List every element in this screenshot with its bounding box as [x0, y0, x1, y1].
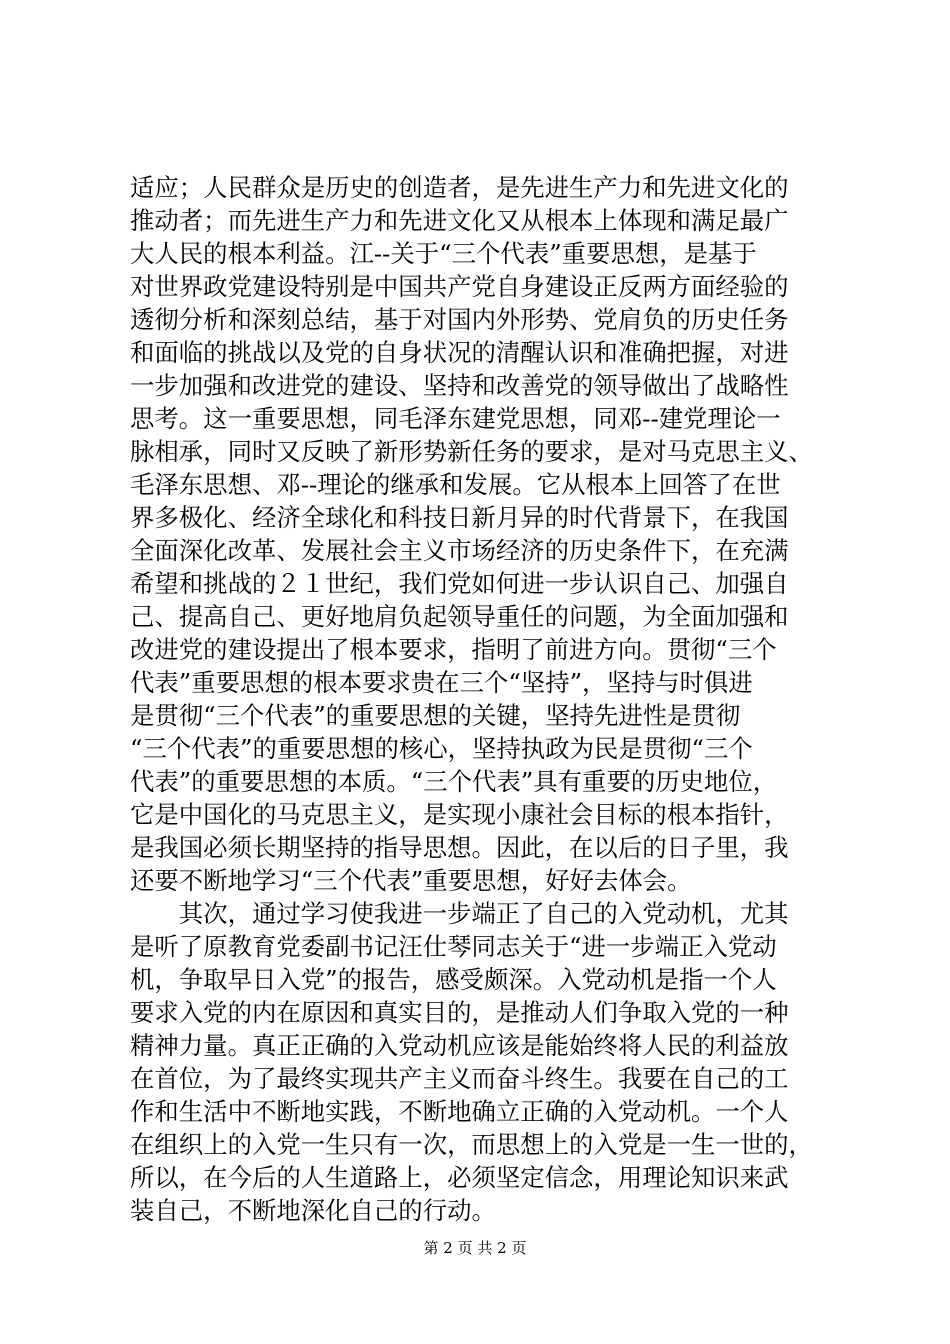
text-line: 适应；人民群众是历史的创造者，是先进生产力和先进文化的 — [130, 173, 789, 202]
text-line: 装自己，不断地深化自己的行动。 — [130, 1196, 496, 1225]
text-line: 推动者；而先进生产力和先进文化又从根本上体现和满足最广 — [130, 206, 789, 235]
text-line: 毛泽东思想、邓--理论的继承和发展。它从根本上回答了在世 — [130, 470, 781, 499]
text-line: 脉相承，同时又反映了新形势新任务的要求，是对马克思主义、 — [130, 437, 813, 466]
text-line: 要求入党的内在原因和真实目的，是推动人们争取入党的一种 — [130, 998, 789, 1027]
text-line: 在组织上的入党一生只有一次，而思想上的入党是一生一世的， — [130, 1130, 813, 1159]
body-text — [130, 171, 830, 1227]
text-line: 其次，通过学习使我进一步端正了自己的入党动机，尤其 — [130, 899, 789, 928]
text-line: 还要不断地学习“三个代表”重要思想，好好去体会。 — [130, 866, 692, 895]
text-line: 机，争取早日入党”的报告，感受颇深。入党动机是指一个人 — [130, 965, 777, 994]
text-line: 它是中国化的马克思主义，是实现小康社会目标的根本指针， — [130, 800, 789, 829]
text-line: 和面临的挑战以及党的自身状况的清醒认识和准确把握，对进 — [130, 338, 789, 367]
text-line: 是我国必须长期坚持的指导思想。因此，在以后的日子里，我 — [130, 833, 789, 862]
text-line: 希望和挑战的２１世纪，我们党如何进一步认识自己、加强自 — [130, 569, 789, 598]
text-line: 在首位，为了最终实现共产主义而奋斗终生。我要在自己的工 — [130, 1064, 789, 1093]
text-line: 透彻分析和深刻总结，基于对国内外形势、党肩负的历史任务 — [130, 305, 789, 334]
text-line: 己、提高自己、更好地肩负起领导重任的问题，为全面加强和 — [130, 602, 789, 631]
text-line: 改进党的建设提出了根本要求，指明了前进方向。贯彻“三个 — [130, 635, 777, 664]
text-line: 是听了原教育党委副书记汪仕琴同志关于“进一步端正入党动 — [130, 932, 777, 961]
text-line: “三个代表”的重要思想的核心，坚持执政为民是贯彻“三个 — [130, 734, 753, 763]
text-line: 是贯彻“三个代表”的重要思想的关键，坚持先进性是贯彻 — [130, 701, 741, 730]
text-line: 所以，在今后的人生道路上，必须坚定信念，用理论知识来武 — [130, 1163, 789, 1192]
text-line: 界多极化、经济全球化和科技日新月异的时代背景下，在我国 — [130, 503, 789, 532]
text-line: 一步加强和改进党的建设、坚持和改善党的领导做出了战略性 — [130, 371, 789, 400]
text-line: 对世界政党建设特别是中国共产党自身建设正反两方面经验的 — [130, 272, 789, 301]
text-line: 作和生活中不断地实践，不断地确立正确的入党动机。一个人 — [130, 1097, 789, 1126]
text-line: 精神力量。真正正确的入党动机应该是能始终将人民的利益放 — [130, 1031, 789, 1060]
text-line: 大人民的根本利益。江--关于“三个代表”重要思想，是基于 — [130, 239, 757, 268]
text-line: 代表”的重要思想的本质。“三个代表”具有重要的历史地位， — [130, 767, 778, 796]
text-line: 思考。这一重要思想，同毛泽东建党思想，同邓--建党理论一 — [130, 404, 781, 433]
text-line: 全面深化改革、发展社会主义市场经济的历史条件下，在充满 — [130, 536, 789, 565]
text-line: 代表”重要思想的根本要求贵在三个“坚持”，坚持与时俱进 — [130, 668, 753, 697]
page-number-footer: 第 2 页 共 2 页 — [423, 1239, 527, 1257]
